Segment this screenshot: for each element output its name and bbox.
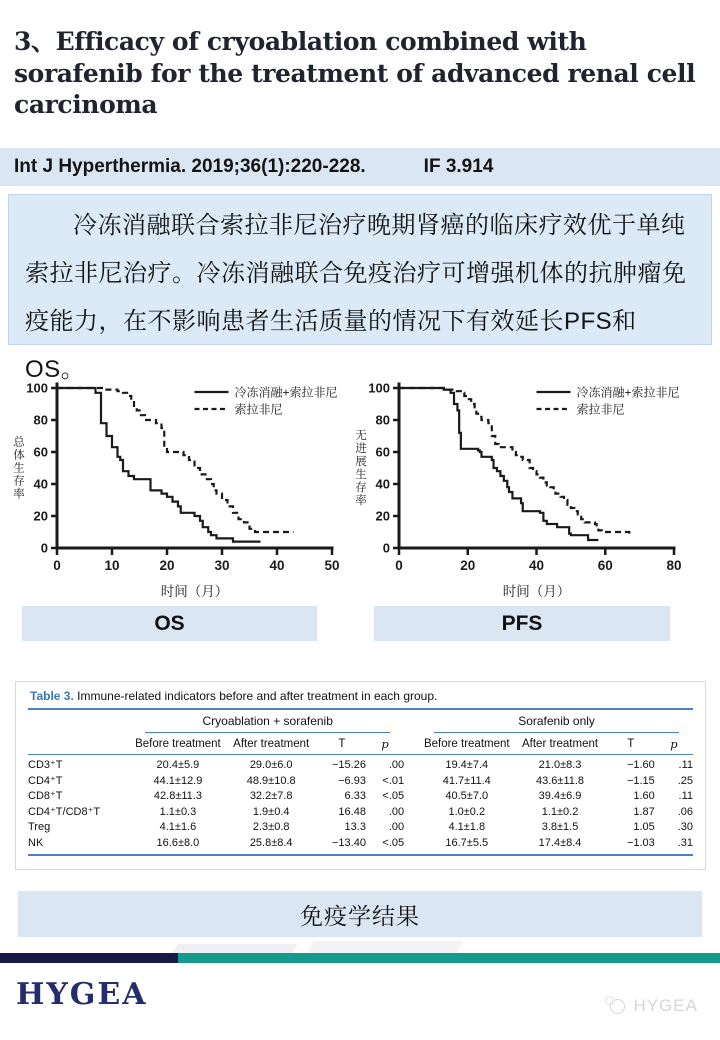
col-t-1: T [318, 734, 366, 755]
row-label: Treg [28, 821, 51, 833]
hygea-watermark [605, 996, 698, 1016]
table-caption [28, 689, 693, 710]
col-t-2: T [607, 734, 655, 755]
table-cell: 48.9±10.8 [246, 774, 296, 787]
svg-text:80: 80 [33, 412, 48, 428]
table-cell: .25 [677, 774, 693, 787]
table-row [28, 836, 693, 856]
table-cell: 16.48 [338, 805, 366, 818]
table-cell: 40.5±7.0 [445, 790, 489, 802]
table-cell: .06 [677, 805, 693, 818]
table-cell: <.01 [382, 774, 405, 787]
table-cell: 3.8±1.5 [541, 821, 579, 833]
table-cell: 2.3±0.8 [252, 821, 290, 833]
svg-text:冷冻消融+索拉非尼: 冷冻消融+索拉非尼 [234, 385, 338, 400]
group-header-cryoablation: Cryoablation + sorafenib [145, 715, 390, 733]
summary-box [8, 194, 712, 383]
svg-text:冷冻消融+索拉非尼: 冷冻消融+索拉非尼 [576, 385, 680, 400]
svg-text:60: 60 [597, 558, 613, 573]
svg-text:存: 存 [13, 475, 25, 488]
table-cell: 21.0±8.3 [538, 759, 582, 771]
section-label: 免疫学结果 [18, 891, 702, 937]
svg-text:0: 0 [395, 558, 403, 573]
table-cell: 1.05 [633, 821, 655, 833]
col-before-2: Before treatment [420, 734, 513, 755]
table-row [28, 755, 693, 774]
table-cell: 1.87 [633, 805, 655, 818]
table-cell: 19.4±7.4 [445, 759, 489, 771]
svg-text:40: 40 [33, 476, 48, 492]
table-cell: .00 [388, 759, 405, 771]
table-cell: 1.1±0.2 [541, 805, 579, 818]
svg-text:40: 40 [528, 558, 545, 573]
svg-text:总: 总 [13, 436, 25, 449]
os-survival-chart [10, 372, 344, 602]
table-cell: 25.8±8.4 [225, 836, 318, 856]
table-cell: .31 [655, 836, 693, 856]
svg-text:50: 50 [324, 558, 340, 573]
svg-text:60: 60 [33, 444, 48, 460]
svg-text:率: 率 [13, 488, 25, 501]
table-cell: 43.6±11.8 [536, 774, 585, 787]
svg-text:时间（月）: 时间（月） [160, 584, 229, 599]
table-cell: 16.7±5.5 [420, 836, 513, 856]
table-cell: .30 [677, 821, 693, 833]
table-cell: .11 [678, 759, 693, 771]
hygea-watermark-icon [605, 996, 627, 1016]
svg-text:生: 生 [355, 469, 367, 481]
svg-text:20: 20 [375, 508, 390, 524]
col-before-1: Before treatment [131, 734, 224, 755]
svg-text:时间（月）: 时间（月） [502, 584, 571, 599]
svg-text:进: 进 [355, 443, 367, 455]
svg-text:索拉非尼: 索拉非尼 [234, 402, 283, 417]
svg-text:0: 0 [53, 558, 61, 573]
footer-ghost-shape [172, 944, 297, 953]
table-cell: −15.26 [332, 759, 366, 771]
svg-text:无: 无 [355, 430, 367, 442]
svg-text:40: 40 [269, 558, 285, 573]
pfs-survival-chart [352, 372, 686, 602]
table-cell: <.05 [382, 790, 405, 802]
col-after-2: After treatment [513, 734, 606, 755]
table-row [28, 789, 693, 805]
table-cell: 44.1±12.9 [153, 774, 203, 787]
table-cell: .00 [388, 821, 405, 833]
table-cell: 13.3 [344, 821, 366, 833]
footer-ghost-shape [307, 941, 464, 953]
table3-figure [15, 681, 706, 870]
svg-text:20: 20 [33, 508, 48, 524]
pfs-panel-label: PFS [374, 606, 670, 641]
svg-text:10: 10 [104, 558, 120, 573]
col-after-1: After treatment [225, 734, 318, 755]
svg-text:生: 生 [13, 462, 25, 475]
svg-text:60: 60 [375, 444, 390, 460]
impact-factor: IF 3.914 [423, 156, 494, 177]
summary-text: 冷冻消融联合索拉非尼治疗晚期肾癌的临床疗效优于单纯索拉非尼治疗。冷冻消融联合免疫治疗可增强机体的抗肿瘤免疫能力，在不影响患者生活质量的情况下有效延长PFS和OS。 [25, 212, 687, 383]
table-cell: −1.03 [607, 836, 655, 856]
svg-text:20: 20 [460, 558, 476, 573]
hygea-logo: HYGEA [16, 977, 148, 1012]
table-cell: 1.9±0.4 [252, 805, 290, 818]
os-panel-label: OS [22, 606, 317, 641]
svg-text:100: 100 [26, 380, 48, 396]
row-label: CD8⁺T [28, 790, 63, 802]
svg-text:80: 80 [375, 412, 390, 428]
table-cell: 1.0±0.2 [448, 805, 486, 818]
table-row [28, 820, 693, 836]
svg-text:存: 存 [355, 482, 367, 494]
hygea-watermark-text: HYGEA [633, 996, 698, 1015]
footer-band-teal [178, 953, 720, 963]
table-cell: 16.6±8.0 [131, 836, 224, 856]
row-label: CD4⁺T/CD8⁺T [28, 805, 101, 818]
immune-indicators-table [28, 712, 693, 856]
table-cell: 1.1±0.3 [159, 805, 197, 818]
table-cell: 4.1±1.6 [159, 821, 197, 833]
svg-text:0: 0 [382, 540, 390, 556]
table-cell: 20.4±5.9 [156, 759, 200, 771]
svg-text:体: 体 [13, 449, 25, 462]
table-cell: 42.8±11.3 [153, 790, 202, 802]
table-cell: −1.60 [626, 759, 655, 771]
table-caption-number: Table 3. [30, 689, 74, 703]
table-row [28, 805, 693, 821]
col-p-1: p [366, 734, 404, 755]
table-cell: 41.7±11.4 [442, 774, 491, 787]
table-row [28, 774, 693, 790]
table-cell: 39.4±6.9 [538, 790, 582, 802]
col-p-2: p [655, 734, 693, 755]
table-caption-text: Immune-related indicators before and after treatment in each group. [77, 689, 438, 703]
citation-bar [0, 148, 720, 186]
svg-text:30: 30 [214, 558, 230, 573]
row-label: NK [28, 836, 131, 856]
footer-band-navy [0, 953, 178, 963]
table-cell: 1.60 [633, 790, 655, 802]
svg-text:20: 20 [159, 558, 175, 573]
svg-text:率: 率 [355, 495, 367, 507]
table-cell: 6.33 [344, 790, 366, 802]
table-cell: .11 [678, 790, 693, 802]
table-cell: −1.15 [626, 774, 655, 787]
svg-text:0: 0 [40, 540, 48, 556]
slide-title: 3、Efficacy of cryoablation combined with sorafenib for the treatment of advanced renal cell carcinoma [14, 27, 696, 119]
row-label: CD3⁺T [28, 759, 63, 771]
table-cell: 17.4±8.4 [513, 836, 606, 856]
group-header-sorafenib: Sorafenib only [434, 715, 679, 733]
table-cell: 29.0±6.0 [249, 759, 293, 771]
svg-text:100: 100 [368, 380, 390, 396]
table-cell: <.05 [366, 836, 404, 856]
svg-text:80: 80 [666, 558, 682, 573]
svg-text:40: 40 [375, 476, 390, 492]
svg-text:展: 展 [355, 456, 367, 468]
immune-table-body [28, 755, 693, 856]
svg-text:索拉非尼: 索拉非尼 [576, 402, 625, 417]
row-label: CD4⁺T [28, 774, 63, 787]
table-cell: −13.40 [318, 836, 366, 856]
table-cell: 32.2±7.8 [249, 790, 293, 802]
table-cell: .00 [388, 805, 405, 818]
table-cell: −6.93 [338, 774, 366, 787]
table-cell: 4.1±1.8 [448, 821, 486, 833]
citation-reference: Int J Hyperthermia. 2019;36(1):220-228. [14, 156, 366, 177]
